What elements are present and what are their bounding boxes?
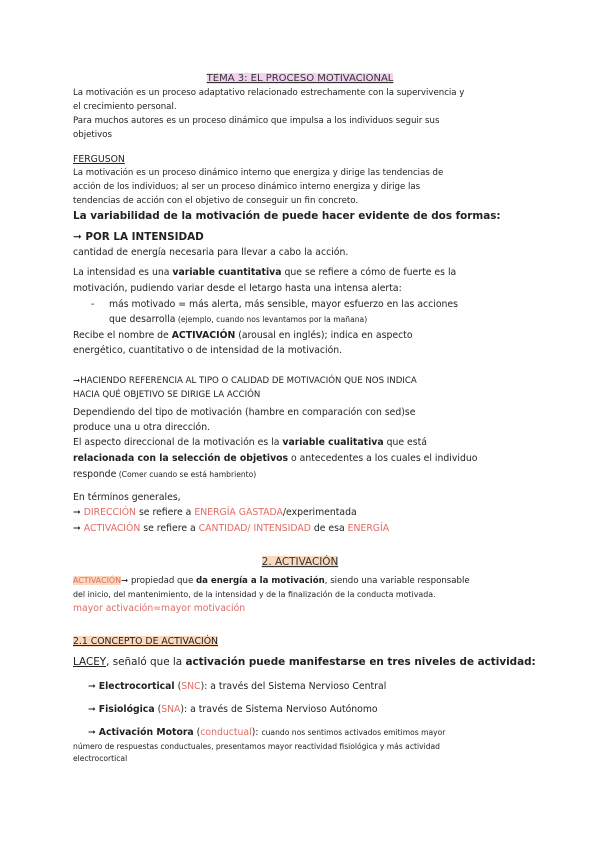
lvl2-c: ( <box>154 704 162 715</box>
tipo-heading-line-2: HACIA QUÉ OBJETIVO SE DIRIGE LA ACCIÓN <box>73 390 261 400</box>
lvl1-c: ( <box>174 681 182 692</box>
lvl3-d: conductual <box>200 727 252 738</box>
recibe-line-2: energético, cuantitativo o de intensidad de la motivación. <box>73 345 343 356</box>
ferguson-heading: FERGUSON <box>73 154 125 165</box>
lvl3-f: cuando nos sentimos activados emitimos mayor <box>261 728 446 737</box>
lvl3-e: ): <box>251 727 262 738</box>
g2-a: ACTIVACIÓN <box>83 523 141 534</box>
lvl2-e: ): a través de Sistema Nervioso Autónomo <box>180 704 378 715</box>
intensity-p1-c: que se refiere a cómo de fuerte es la <box>281 267 457 278</box>
level-electrocortical <box>88 681 386 692</box>
intensity-paragraph-line-2: motivación, pudiendo variar desde el letargo hasta una intensa alerta: <box>73 283 402 294</box>
dir-l1-a: El aspecto direccional de la motivación es la <box>73 437 283 448</box>
g2-arrow: ➞ <box>73 523 84 534</box>
intensity-heading: ➞ POR LA INTENSIDAD <box>73 231 204 243</box>
lvl1-e: ): a través del Sistema Nervioso Central <box>200 681 387 692</box>
ferguson-line-1: La motivación es un proceso dinámico interno que energiza y dirige las tendencias de <box>73 168 444 178</box>
bullet-dash: - <box>91 299 95 310</box>
recibe-b: ACTIVACIÓN <box>171 330 236 341</box>
level-fisiologica <box>88 704 378 715</box>
activacion-tag: ACTIVACIÓN <box>73 576 122 585</box>
g1-c: ENERGÍA GASTADA <box>194 507 283 518</box>
g1-a: DIRECCIÓN <box>83 507 136 518</box>
bullet-line-1: más motivado = más alerta, más sensible, mayor esfuerzo en las acciones <box>109 299 458 310</box>
lvl1-a: ➞ <box>88 681 99 692</box>
lvl1-d: SNC <box>181 681 201 692</box>
direccional-line-3 <box>73 469 256 480</box>
intensity-paragraph-line-1 <box>73 267 456 278</box>
ferguson-line-2: acción de los individuos; al ser un proceso dinámico interno energiza y dirige las <box>73 182 421 192</box>
lvl2-d: SNA <box>161 704 181 715</box>
lvl3-b: Activación Motora <box>98 727 194 738</box>
section-2-title-text: 2. ACTIVACIÓN <box>261 556 339 568</box>
g1-d: /experimentada <box>282 507 357 518</box>
g1-arrow: ➞ <box>73 507 84 518</box>
dir-l2-b: o antecedentes a los cuales el individuo <box>288 453 478 464</box>
bullet-line-2 <box>109 314 367 325</box>
section-2-1-title <box>73 636 218 647</box>
act-l1-c: , siendo una variable responsable <box>324 576 470 586</box>
bullet-note: (ejemplo, cuando nos levantamos por la mañana) <box>175 315 368 324</box>
intensity-p1-a: La intensidad es una <box>73 267 173 278</box>
lvl3-c: ( <box>193 727 201 738</box>
recibe-c: (arousal en inglés); indica en aspecto <box>235 330 413 341</box>
activacion-line-3: mayor activación=mayor motivación <box>73 603 246 614</box>
variability-heading: La variabilidad de la motivación de puede hacer evidente de dos formas: <box>73 210 501 222</box>
recibe-a: Recibe el nombre de <box>73 330 172 341</box>
level-motora <box>88 727 445 738</box>
tipo-heading-line-1: ➞HACIENDO REFERENCIA AL TIPO O CALIDAD DE MOTIVACIÓN QUE NOS INDICA <box>73 376 417 386</box>
lacey-c: activación puede manifestarse en tres niveles de actividad: <box>185 656 536 668</box>
general-line: En términos generales, <box>73 492 181 503</box>
lvl3-a: ➞ <box>88 727 99 738</box>
intro-line-2: el crecimiento personal. <box>73 102 177 112</box>
section-2-1-title-text: 2.1 CONCEPTO DE ACTIVACIÓN <box>73 636 218 647</box>
g2-e: ENERGÍA <box>347 523 390 534</box>
intensity-definition: cantidad de energía necesaria para llevar a cabo la acción. <box>73 247 349 258</box>
dir-l3-note: (Comer cuando se está hambriento) <box>116 470 257 479</box>
activacion-line-2: del inicio, del mantenimiento, de la intensidad y de la finalización de la conducta motivada. <box>73 590 436 599</box>
section-2-title <box>0 556 600 568</box>
dir-l1-b: variable cualitativa <box>282 437 384 448</box>
lacey-a: LACEY <box>73 656 107 668</box>
general-item-activacion <box>73 523 389 534</box>
dependiendo-line-2: produce una u otra dirección. <box>73 422 211 433</box>
intro-line-4: objetivos <box>73 130 112 140</box>
bullet-line-2-text: que desarrolla <box>109 314 176 325</box>
recibe-line-1 <box>73 330 413 341</box>
lvl1-b: Electrocortical <box>98 681 175 692</box>
page-title-text: TEMA 3: EL PROCESO MOTIVACIONAL <box>206 73 394 84</box>
lacey-line <box>73 656 536 668</box>
intensity-p1-b: variable cuantitativa <box>172 267 282 278</box>
act-l1-b: da energía a la motivación <box>195 576 325 586</box>
intro-line-3: Para muchos autores es un proceso dinámico que impulsa a los individuos seguir sus <box>73 116 440 126</box>
direccional-line-1 <box>73 437 427 448</box>
dir-l1-c: que está <box>383 437 427 448</box>
direccional-line-2 <box>73 453 477 464</box>
level-motora-line-3: electrocortical <box>73 754 128 763</box>
ferguson-line-3: tendencias de acción con el objetivo de conseguir un fin concreto. <box>73 196 359 206</box>
level-motora-line-2: número de respuestas conductuales, presentamos mayor reactividad fisiológica y más actividad <box>73 742 440 751</box>
g1-b: se refiere a <box>135 507 195 518</box>
page-title <box>0 73 600 84</box>
g2-c: CANTIDAD/ INTENSIDAD <box>198 523 311 534</box>
g2-b: se refiere a <box>140 523 199 534</box>
lvl2-a: ➞ <box>88 704 99 715</box>
lvl2-b: Fisiológica <box>98 704 155 715</box>
general-item-direccion <box>73 507 357 518</box>
act-l1-a: ➞ propiedad que <box>121 576 196 586</box>
dir-l3: responde <box>73 469 117 480</box>
dir-l2-a: relacionada con la selección de objetivos <box>73 453 289 464</box>
lacey-b: , señaló que la <box>106 656 186 668</box>
activacion-line-1 <box>73 576 470 586</box>
dependiendo-line-1: Dependiendo del tipo de motivación (hambre en comparación con sed)se <box>73 407 416 418</box>
intro-line-1: La motivación es un proceso adaptativo relacionado estrechamente con la supervivencia y <box>73 88 465 98</box>
g2-d: de esa <box>310 523 348 534</box>
